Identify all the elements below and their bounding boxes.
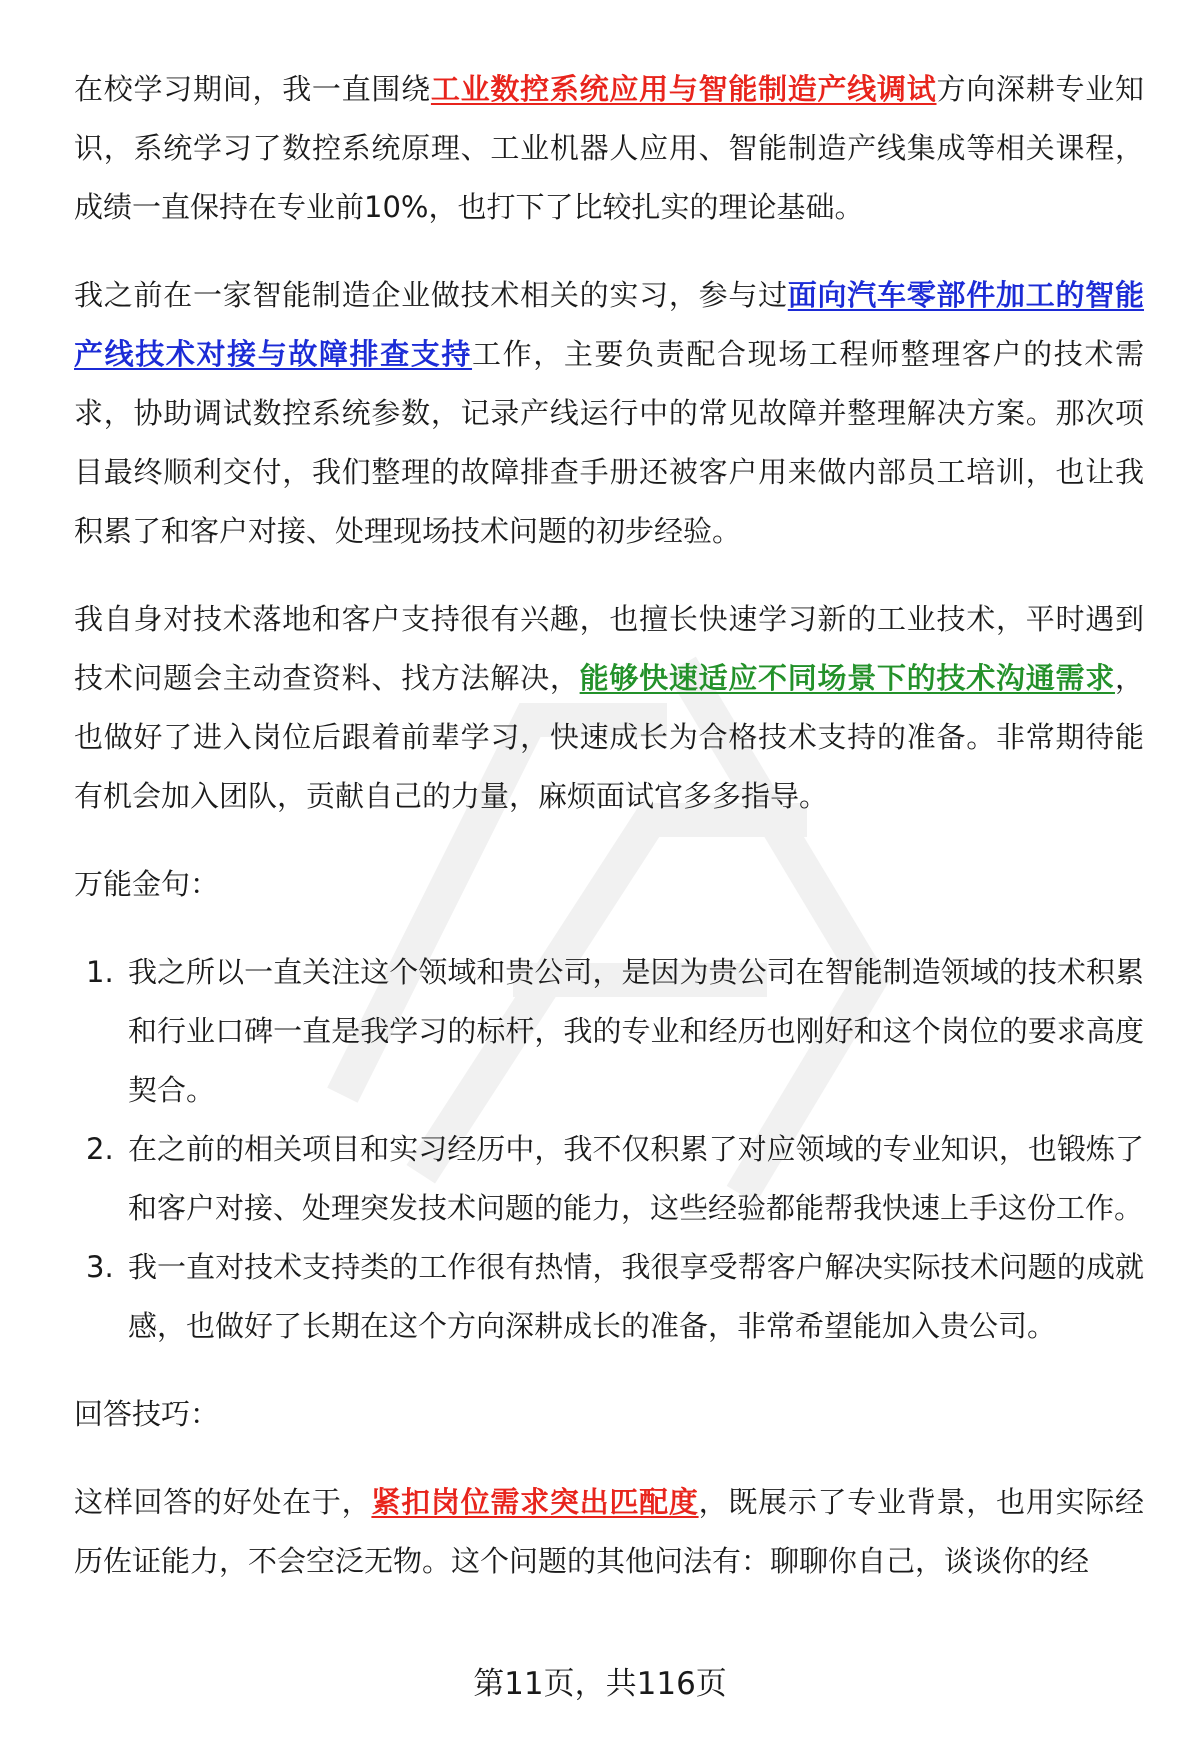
answer-tips-heading: 回答技巧： — [74, 1397, 220, 1431]
golden-sentences-heading: 万能金句： — [74, 867, 220, 901]
highlight-major-direction: 工业数控系统应用与智能制造产线调试 — [430, 72, 937, 106]
paragraph-interest-text-after: ，也做好了进入岗位后跟着前辈学习，快速成长为合格技术支持的准备。非常期待能有机会加入团队，贡献自己的力量，麻烦面试官多多指导。 — [74, 661, 1144, 813]
document-body — [74, 60, 1144, 1620]
paragraph-internship-text-after: 工作，主要负责配合现场工程师整理客户的技术需求，协助调试数控系统参数，记录产线运行中的常见故障并整理解决方案。那次项目最终顺利交付，我们整理的故障排查手册还被客户用来做内部员工培训，也让我积累了和客户对接、处理现场技术问题的初步经验。 — [74, 337, 1144, 548]
highlight-adaptability: 能够快速适应不同场景下的技术沟通需求 — [579, 661, 1115, 695]
paragraph-study — [74, 60, 1144, 237]
paragraph-interest — [74, 590, 1144, 826]
paragraph-tips-text-before: 这样回答的好处在于， — [74, 1485, 372, 1519]
list-item-number: 3. — [86, 1250, 114, 1284]
list-item — [74, 1120, 1144, 1238]
list-item-text: 我一直对技术支持类的工作很有热情，我很享受帮客户解决实际技术问题的成就感，也做好了长期在这个方向深耕成长的准备，非常希望能加入贵公司。 — [128, 1250, 1144, 1343]
paragraph-tips — [74, 1473, 1144, 1591]
list-item — [74, 943, 1144, 1120]
list-item — [74, 1238, 1144, 1356]
golden-sentences-list — [74, 943, 1144, 1356]
list-item-text: 我之所以一直关注这个领域和贵公司，是因为贵公司在智能制造领域的技术积累和行业口碑一直是我学习的标杆，我的专业和经历也刚好和这个岗位的要求高度契合。 — [128, 955, 1144, 1107]
list-item-number: 1. — [86, 955, 114, 989]
page-number-footer: 第11页，共116页 — [473, 1666, 727, 1702]
paragraph-tips-text-after: ，既展示了专业背景，也用实际经历佐证能力，不会空泛无物。这个问题的其他问法有：聊聊你自己，谈谈你的经 — [74, 1485, 1144, 1578]
paragraph-interest-text-before: 我自身对技术落地和客户支持很有兴趣，也擅长快速学习新的工业技术，平时遇到技术问题会主动查资料、找方法解决， — [74, 602, 1144, 695]
highlight-job-match: 紧扣岗位需求突出匹配度 — [371, 1485, 699, 1519]
list-item-number: 2. — [86, 1132, 114, 1166]
paragraph-internship — [74, 266, 1144, 561]
paragraph-study-text-after: 方向深耕专业知识，系统学习了数控系统原理、工业机器人应用、智能制造产线集成等相关课程，成绩一直保持在专业前10%，也打下了比较扎实的理论基础。 — [74, 72, 1144, 224]
paragraph-study-text-before: 在校学习期间，我一直围绕 — [74, 72, 431, 106]
list-item-text: 在之前的相关项目和实习经历中，我不仅积累了对应领域的专业知识，也锻炼了和客户对接、处理突发技术问题的能力，这些经验都能帮我快速上手这份工作。 — [128, 1132, 1144, 1225]
highlight-internship-project: 面向汽车零部件加工的智能产线技术对接与故障排查支持 — [74, 278, 1144, 371]
paragraph-internship-text-before: 我之前在一家智能制造企业做技术相关的实习，参与过 — [74, 278, 788, 312]
